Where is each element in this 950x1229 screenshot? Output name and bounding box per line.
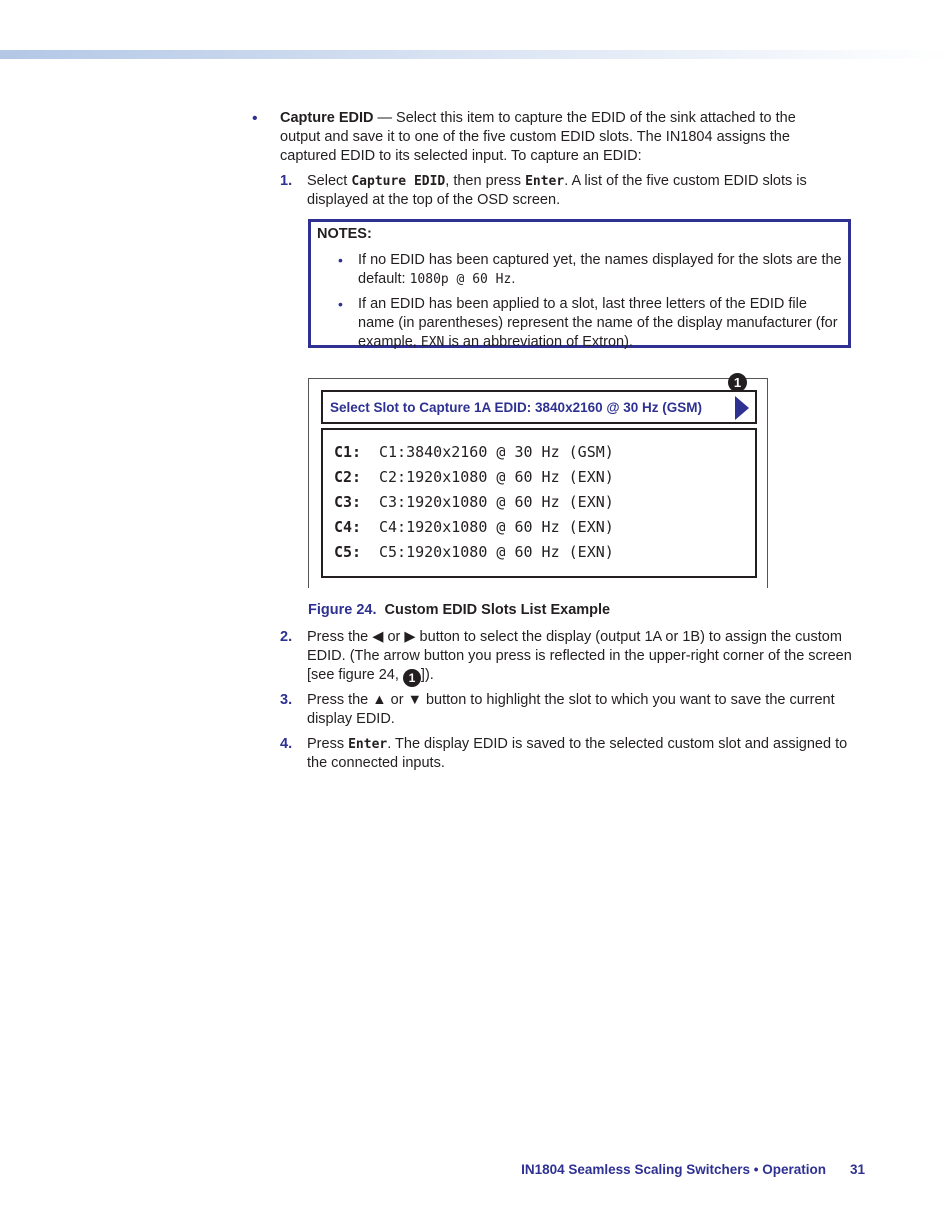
callout-badge-inline: 1 [403,669,421,687]
callout-badge: 1 [728,373,747,392]
slot-row[interactable] [334,442,614,462]
bullet-icon: • [338,252,343,268]
capture-edid-text: Select this item to capture the EDID of the sink attached to the output and save it to one of the five custom EDID slots. The IN1804 assigns the captured EDID to its selected input. To capture an EDID: [280,110,796,164]
figure-title: Custom EDID Slots List Example [384,602,611,618]
page-footer [521,1162,865,1177]
step-2-number: 2. [280,629,293,645]
slot-value: C4:1920x1080 @ 60 Hz (EXN) [379,518,614,536]
right-triangle-icon [735,396,749,420]
slot-key: C4: [334,518,362,536]
code-capture-edid: Capture EDID [351,174,446,189]
step-2-part: ]). [420,667,434,683]
step-3-number: 3. [280,692,293,708]
note-item-2 [358,295,843,352]
osd-header-text: Select Slot to Capture 1A EDID: 3840x2160 @ 30 Hz (GSM) [330,400,703,415]
figure-caption [308,601,610,620]
step-4-text [307,735,857,773]
step-3-text: Press the ▲ or ▼ button to highlight the slot to which you want to save the current display EDID. [307,692,835,727]
step-1-text [307,172,847,210]
slot-value: C1:3840x2160 @ 30 Hz (GSM) [379,443,614,461]
em-dash: — [377,110,392,126]
note-1-part: If no EDID has been captured yet, the names displayed for the slots are the default: [358,252,842,287]
edid-slot-list [321,428,757,578]
slot-row[interactable] [334,467,614,487]
code-exn: EXN [420,335,445,350]
note-2-part: is an abbreviation of Extron). [444,334,633,350]
slot-row[interactable] [334,517,614,537]
slot-value: C3:1920x1080 @ 60 Hz (EXN) [379,493,614,511]
osd-header [321,390,757,424]
step-2-part: Press the ◀ or ▶ button to select the display (output 1A or 1B) to assign the custom EDID. (The arrow button you press is reflected in the upper-right corner of the screen [see figure 24, [307,629,852,683]
slot-key: C2: [334,468,362,486]
code-enter: Enter [348,737,388,752]
note-1-part: . [511,271,516,287]
step-4-part: Press [307,736,349,752]
step-2-text [307,628,852,687]
step-1-number: 1. [280,173,293,189]
slot-row[interactable] [334,492,614,512]
code-default-edid: 1080p @ 60 Hz [409,272,512,287]
slot-value: C5:1920x1080 @ 60 Hz (EXN) [379,543,614,561]
bullet-icon: • [338,296,343,312]
page-number: 31 [849,1162,865,1177]
slot-key: C1: [334,443,362,461]
slot-key: C3: [334,493,362,511]
figure-number: Figure 24. [308,602,377,618]
bullet-icon: • [252,110,258,127]
header-gradient-bar [0,50,950,59]
step-4-part: . The display EDID is saved to the selected custom slot and assigned to the connected inputs. [307,736,848,771]
slot-value: C2:1920x1080 @ 60 Hz (EXN) [379,468,614,486]
footer-title: IN1804 Seamless Scaling Switchers • Operation [521,1162,826,1177]
step-1-part: Select [307,173,352,189]
term-capture-edid: Capture EDID [280,110,374,126]
notes-title: NOTES: [317,226,372,242]
note-2-part: If an EDID has been applied to a slot, last three letters of the EDID file name (in parentheses) represent the name of the display manufacturer (for example, [358,296,838,350]
capture-edid-description [280,109,840,166]
step-1-part: , then press [445,173,526,189]
slot-key: C5: [334,543,362,561]
slot-row[interactable] [334,542,614,562]
note-item-1 [358,251,843,289]
step-4-number: 4. [280,736,293,752]
step-1-part: . A list of the five custom EDID slots is displayed at the top of the OSD screen. [307,173,807,208]
notes-box [308,219,851,348]
code-enter: Enter [525,174,565,189]
